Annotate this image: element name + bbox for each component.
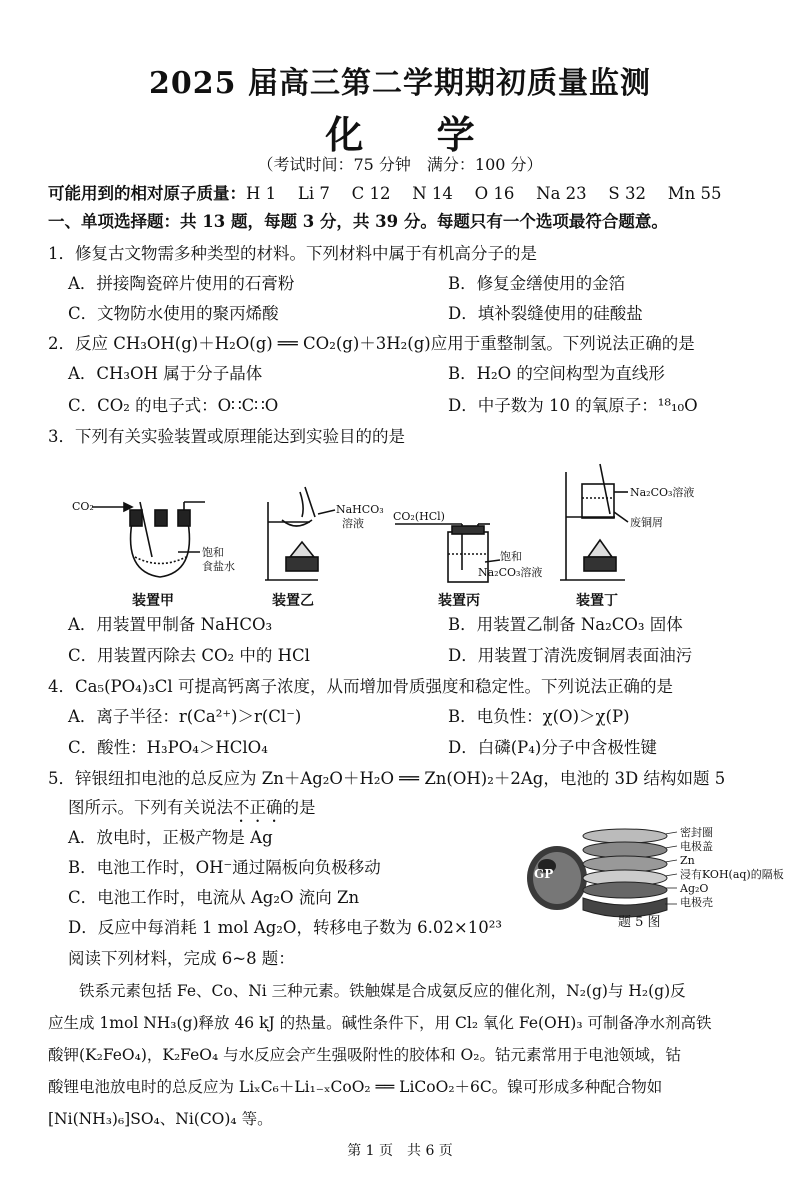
q3-option-c: C．用装置丙除去 CO₂ 中的 HCl [68,646,310,665]
battery-layers [583,829,667,917]
q5-emphasis: 不正确 [233,798,283,817]
q3-option-d: D．用装置丁清洗废铜屑表面油污 [448,646,693,665]
label-zn: Zn [680,854,695,867]
label-ag2o: Ag₂O [680,882,709,895]
reading-intro: 阅读下列材料，完成 6~8 题： [68,949,295,968]
q5-stem-2 [68,797,316,826]
q5-option-b: B．电池工作时，OH⁻通过隔板向负极移动 [68,858,381,877]
label-separator: 浸有KOH(aq)的隔板 [680,868,784,881]
exam-info: （考试时间：75 分钟 满分：100 分） [257,155,543,174]
label-co2-hcl: CO₂(HCl) [393,510,445,523]
subject-title: 化 学 [325,112,505,157]
q4-option-b: B．电负性：χ(O)＞χ(P) [448,707,630,726]
apparatus-jia-label: 装置甲 [132,593,174,609]
atomic-masses-label: 可能用到的相对原子质量： [48,184,246,203]
label-brine-1: 饱和 [202,546,224,559]
label-sat-2: Na₂CO₃溶液 [478,566,543,579]
label-na2co3: Na₂CO₃溶液 [630,486,695,499]
label-brine-2: 食盐水 [202,560,235,573]
q1-option-b: B．修复金缮使用的金箔 [448,274,626,293]
q3-option-a: A．用装置甲制备 NaHCO₃ [68,615,273,634]
reading-line-1: 铁系元素包括 Fe、Co、Ni 三种元素。铁触媒是合成氨反应的催化剂，N₂(g)与 H₂(g)反 [48,982,686,1000]
q2-option-a: A．CH₃OH 属于分子晶体 [68,364,263,383]
apparatus-bing-label: 装置丙 [438,593,480,609]
q2-stem: 2．反应 CH₃OH(g)＋H₂O(g) ══ CO₂(g)＋3H₂(g)应用于重整制氢。下列说法正确的是 [48,334,695,353]
q4-option-d: D．白磷(P₄)分子中含极性键 [448,738,657,757]
q5-option-a: A．放电时，正极产物是 Ag [68,828,273,847]
atomic-masses [48,183,721,205]
label-co2: CO₂ [72,500,94,513]
q4-option-c: C．酸性：H₃PO₄＞HClO₄ [68,738,268,757]
q5-stem-1: 5．锌银纽扣电池的总反应为 Zn＋Ag₂O＋H₂O ══ Zn(OH)₂＋2Ag，电池的 3D 结构如题 5 [48,769,726,788]
q2-option-d: D．中子数为 10 的氧原子：¹⁸₁₀O [448,396,698,415]
reading-line-5: [Ni(NH₃)₆]SO₄、Ni(CO)₄ 等。 [48,1110,273,1128]
q5-option-c: C．电池工作时，电流从 Ag₂O 流向 Zn [68,888,360,907]
q5-option-d: D．反应中每消耗 1 mol Ag₂O，转移电子数为 6.02×10²³ [68,918,502,937]
label-copper-scrap: 废铜屑 [630,516,663,529]
label-nahco3-1: NaHCO₃ [336,503,384,516]
figure-5-caption: 题 5 图 [618,915,661,930]
q2-option-c: C．CO₂ 的电子式：O∷C∷O [68,396,279,415]
q2-option-b: B．H₂O 的空间构型为直线形 [448,364,665,383]
label-seal: 密封圈 [680,826,713,839]
q1-option-a: A．拼接陶瓷碎片使用的石膏粉 [68,274,295,293]
page-footer: 第 1 页 共 6 页 [347,1143,453,1159]
apparatus-figure [0,462,800,602]
page-title: 2025 届高三第二学期期初质量监测 [149,66,651,101]
q5-stem-2a: 图所示。下列有关说法 [68,798,233,817]
q4-stem: 4．Ca₅(PO₄)₃Cl 可提高钙离子浓度，从而增加骨质强度和稳定性。下列说法正确的是 [48,677,673,696]
reading-line-4: 酸锂电池放电时的总反应为 LiₓC₆＋Li₁₋ₓCoO₂ ══ LiCoO₂＋6C。镍可形成多种配合物如 [48,1078,663,1096]
q5-stem-2c: 的是 [282,798,316,817]
apparatus-yi-label: 装置乙 [272,593,314,609]
q3-option-b: B．用装置乙制备 Na₂CO₃ 固体 [448,615,683,634]
label-cap: 电极盖 [680,840,713,853]
apparatus-yi [265,487,335,580]
q1-option-d: D．填补裂缝使用的硅酸盐 [448,304,643,323]
label-nahco3-2: 溶液 [342,517,364,530]
label-shell: 电极壳 [680,896,713,909]
battery-brand: GP [534,867,554,881]
q4-option-a: A．离子半径：r(Ca²⁺)＞r(Cl⁻) [68,707,302,726]
q1-option-c: C．文物防水使用的聚丙烯酸 [68,304,279,323]
reading-line-2: 应生成 1mol NH₃(g)释放 46 kJ 的热量。碱性条件下，用 Cl₂ 氧化 Fe(OH)₃ 可制备净水剂高铁 [48,1014,712,1032]
atomic-masses-values: H 1 Li 7 C 12 N 14 O 16 Na 23 S 32 Mn 55 [246,184,722,203]
apparatus-jia [92,502,205,577]
label-sat-1: 饱和 [500,550,522,563]
apparatus-ding [560,464,628,580]
apparatus-ding-label: 装置丁 [576,593,618,609]
q3-stem: 3．下列有关实验装置或原理能达到实验目的的是 [48,427,405,446]
section-heading: 一、单项选择题：共 13 题，每题 3 分，共 39 分。每题只有一个选项最符合题意。 [48,212,668,231]
q1-stem: 1．修复古文物需多种类型的材料。下列材料中属于有机高分子的是 [48,244,537,263]
reading-line-3: 酸钾(K₂FeO₄)，K₂FeO₄ 与水反应会产生强吸附性的胶体和 O₂。钴元素常用于电池领域，钴 [48,1046,681,1064]
